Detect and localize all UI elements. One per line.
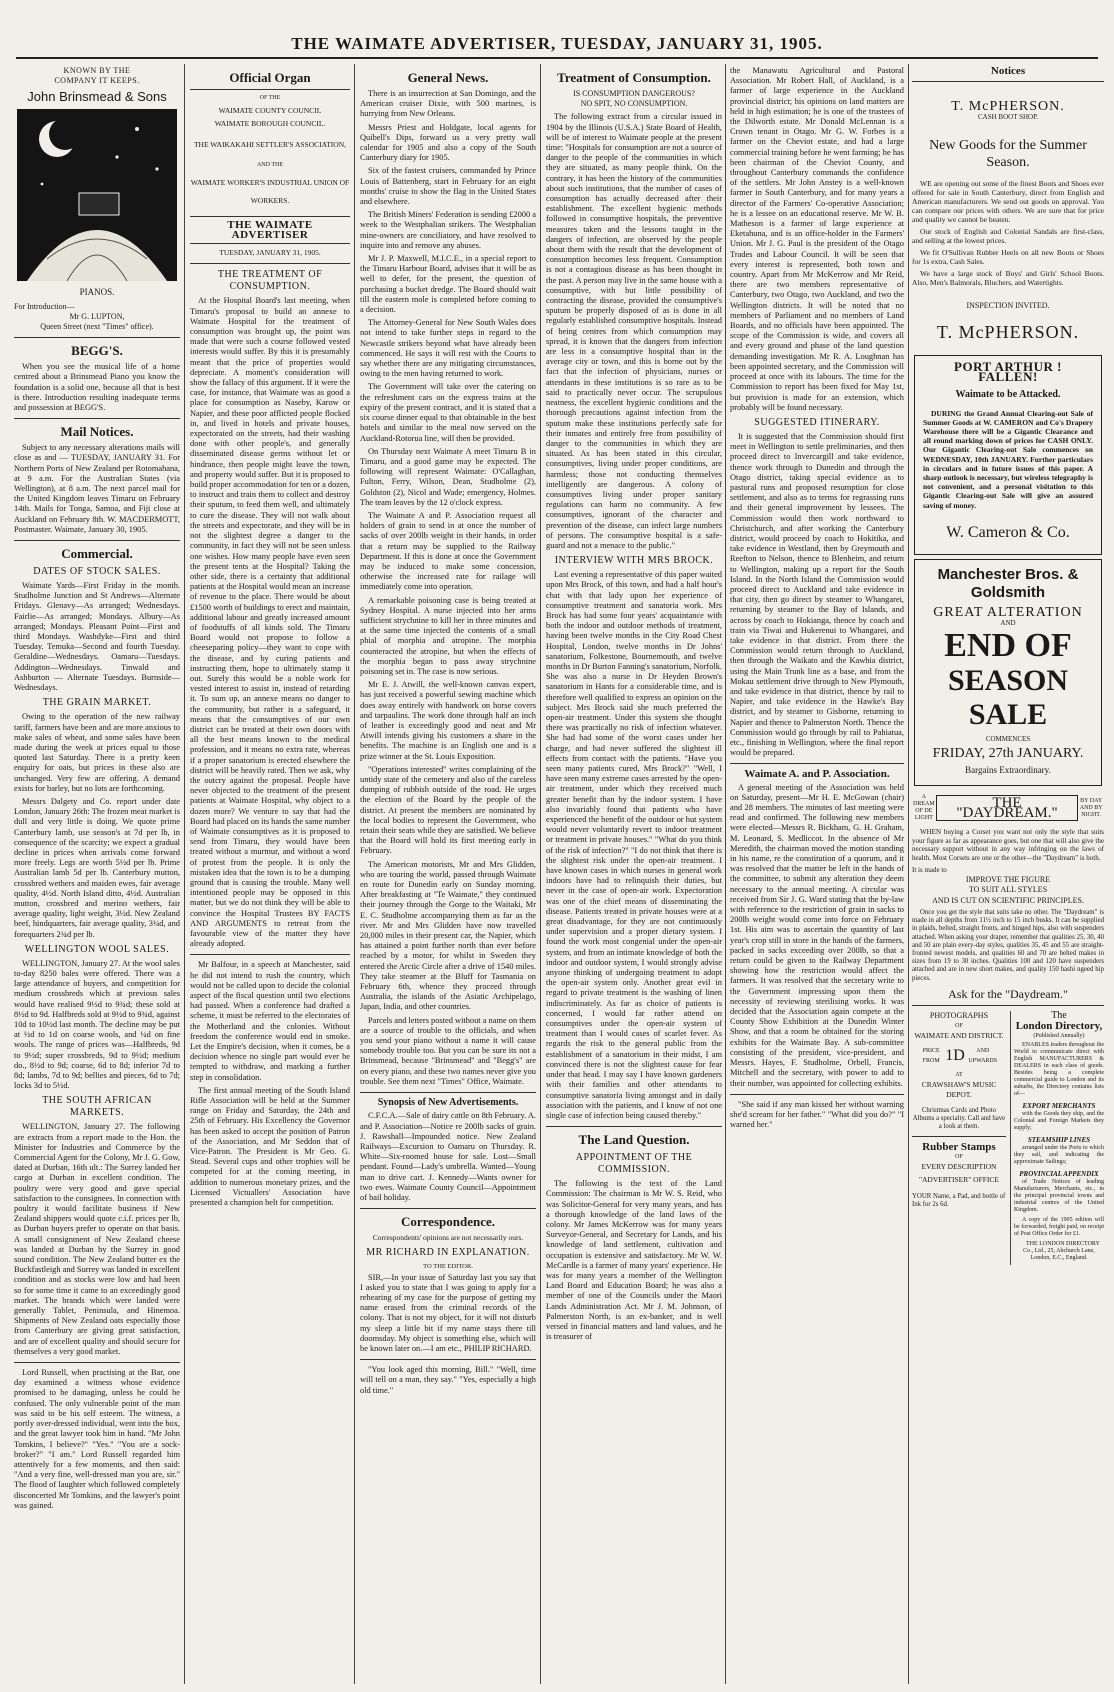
commercial-heading: Commercial.: [61, 546, 133, 562]
dalgety-text: Messrs Dalgety and Co. report under date London, January 26th: The frozen meat market is dull and very little is doing. We quote prime Canterbury lamb, use season's at 7d per lb, in consequence of the scarcity; we expect a gradual decline in prices when arrivals come forward more freely. Legs are worth 5½d per lb. Prime Australian lamb 5d per lb. Canterbury mutton, crossbred wethers and maiden ewes, fair average quality, 4½d. North Island ditto, 4½d. Australian mutton, crossbred and merino wethers, fair average quality, light weight, 3½d. New Zealand beef, hindquarters, fair average quality, 3¼d, and forequarters 2¾d per lb.: [14, 796, 180, 939]
quip-text: "She said if any man kissed her without warning she'd scream for her father." "What did you do?" "I warned her.": [730, 1099, 904, 1130]
treatment-text: At the Hospital Board's last meeting, when Timaru's proposal to build an annexe to Waimate Hospital for the treatment of consumption was brought up, the point was made that were such a course followed vested interests would suffer. By this it is presumably meant that the price of properties would depreciate. A moment's consideration will show the fallacy of this argument. If it were the case, for instance, that Waimate was as good a place for consumption as Naseby, Karow or Napier, and these poor afflicted people flocked in, and lived in hotels and private houses, expectorated on the streets, had their washing done with other people's, and generally disseminated disease germs without let or hindrance, then people might leave the town, and property would suffer. But it is proposed to build proper accommodation for ten or a dozen, to instruct and train them to collect and destroy their sputum, to feed them well, and ultimately to cure the disease. They will not walk about the streets and expectorate, and they will be in not the slightest degree a danger to the community, in fact they will not be seen unless one wishes. How many people have even seen the present tents at the Hospital? Taking the other side, there is a certainty that additional patients at the Hospital would mean an increase of revenue to the place. There would be about £1500 worth of buildings to erect and maintain, additional labour and greatly increased amount of foodstuffs of all kinds sold. The Timaru Board would not propose to follow a cheeseparing policy—they want to cope with the disease, and by curing patients and instructing them, hope to ultimately stamp it out. Surely this would be a noble work for vested interest to assist in, instead of retarding it. To sum up, an annexe means no danger to the community, but rather is a safeguard, it means that the consumptives of our own district can be treated at their own doors with all the best means known to the medical profession, and it means no extra rate, whereas if a proper sanatorium is erected elsewhere the district will be heavily rated. Then we ask, why the outcry against the proposal. People have never objected to the treatment of the present patients at Waimate Hospital, why object to a dozen more? We venture to say that had the Board had placed on its hands the same number of Waimate consumptives as it is proposed to send from Timaru, they would have been treated without a murmur, and without a word of protest from the people. It is only the mistaken idea that the town is to be a dumping ground that is causing the trouble. Many well intentioned people may be opposed in this matter, but we do not think they will be able to convince the Hospital Trustees BY FACTS AND ARGUMENTS to retreat from the favourable view of the matter they have already adopted.: [190, 296, 350, 949]
your-name: YOUR Name, a Pad, and bottle of Ink for 2s 6d.: [912, 1193, 1006, 1209]
inspection-line: INSPECTION INVITED.: [966, 300, 1050, 310]
photos-sub: WAIMATE AND DISTRICT.: [914, 1031, 1004, 1041]
news-paragraph: On Thursday next Waimate A meet Timaru B in Timaru, and a good game may be expected. The following will represent Waimate: O'Callaghan, Fulton, Ferry, Wilson, Dean, Studholme (2), Goldston (2), Nicol and Wade; emergency, Holmes. The team leaves by the 12 o'clock express.: [360, 446, 536, 507]
itinerary-text: It is suggested that the Commission should first meet in Wellington to settle preliminaries, and then proceed direct to Invercargill and take evidence, thence work through to Dunedin and through the Otago district, taking special evidence as to pastoral runs and proposed resumption for close settlement, and also as to terms for regrassing runs and their general improvement by lessees. The Commission would then work northward to Christchurch, and after working the Canterbury district, would proceed by coach to Hokitika, and take evidence in Westland, then by Greymouth and Reefton to Nelson, thence to Blenheim, and return to Wellington, making up a report for the South Island. In the North Island the Commission would proceed direct to Auckland and take evidence in that city, then go direct by steamer to Whangarei, returning by steamer to the Bay of Islands, and across by coach to Hokianga, thence by coach and train via Tiwai and Hukerenui to Whangarei, and take evidence in that district. From there the Commission would return through to Auckland, then through the Waikato and the Kawhia district, using the Main Trunk line as a base, and from the Mokau settlement drive through to New Plymouth, and take evidence in that district, thence by rail to Napier, and take evidence in the Hawke's Bay district, and by steamer to Gisborne, returning to Napier and thence to Palmerston North. Thence the Commission would go through by rail to Pahiatua, etc., finishing in Wellington, where the final report would be prepared.: [730, 431, 904, 758]
ask-daydream: Ask for the "Daydream.": [948, 986, 1068, 1001]
and-upwards: AND UPWARDS: [968, 1047, 998, 1064]
notices-heading: Notices: [990, 66, 1026, 77]
consumption-subhead: NO SPIT, NO CONSUMPTION.: [580, 99, 688, 109]
season-sale: SEASON SALE: [947, 664, 1069, 732]
column-1: [14, 66, 180, 1681]
london-address: THE LONDON DIRECTORY Co., Ltd., 25, Abchurch Lane, London, E.C., England.: [1023, 1241, 1100, 1262]
synopsis-heading: Synopsis of New Advertisements.: [377, 1097, 519, 1109]
organ-entry: WAIMATE COUNTY COUNCIL: [218, 106, 322, 116]
column-rule: [354, 64, 355, 1684]
improve-figure: IMPROVE THE FIGURE: [965, 875, 1051, 885]
xmas-text: Christmas Cards and Photo Albums a specialty. Call and have a look at them.: [912, 1106, 1006, 1130]
commences-label: COMMENCES: [985, 735, 1031, 744]
ap-text: A general meeting of the Association was held on Saturday, present—Mr H. E. McGowan (chair) and 28 members. The minutes of last meeting were read and confirmed. The following new members were elected—Messrs R. Bickham, G. H. Graham, M. Leonard, S. Medliccot. In the absence of Mr Meredith, the chairman moved the motion standing in his name, re the constitution of a quorum, and it was resolved that the matter be left in the hands of the committee, to submit any alteration they deem necessary to the annual meeting. A circular was received from Sir J. G. Ward stating that the by-law with reference to the restriction of grain in sacks to 200lb weight would come into force on February 1st. His aim was to ascertain the quantity of last year's crop still in store in the hands of the farmers, packed in sacks exceeding over 200lb, so that a return could be given to the Railway Department showing how the restriction would affect the farmers. It was resolved that the secretary write to the Government impressing upon them the necessity of reviewing sterilising works. It was decided that the Association again compete at the County Show Exhibition at the Dunedin Winter Show, and that a room be obtained for the storing exhibits for the Waimate Bay. A sub-committee consisting of the president, vice-president, and Messrs. Hayes, F. Studholme, Orbell, Francis, Mitchell and the secretary, with power to add to their number, was appointed for collecting exhibits.: [730, 782, 904, 1088]
news-paragraph: "Operations interested" writes complaining of the untidy state of the cemetery and also of the careless dumping of rubbish outside of the road. He urges the election of the Board by the people of the district. At present the members are nominated by the local bodies to represent the Government, who retain their seats while they are satisfied. We believe that the Board will hold its first meeting early in February.: [360, 764, 536, 856]
masthead-title: THE WAIMATE ADVERTISER, TUESDAY, JANUARY 31, 1905.: [291, 34, 823, 53]
intro-label: For Introduction—: [14, 301, 75, 311]
news-paragraph: Six of the fastest cruisers, commanded by Prince Louis of Battenberg, start in February for an eight months' cruise to show the flag in the United States and elsewhere.: [360, 166, 536, 207]
photo-ad: [912, 1011, 1006, 1265]
richard-text: SIR,—In your issue of Saturday last you say that I asked you to state that I was going to apply for a rehearing of my case for the purpose of getting my name erased from the criminal records of the colony. That is not my object, for it will not disturb my sleep a little bit if my name stays there till doomsday. My object is something else, which will be known later on.—I am etc., PHILIP RICHARD.: [360, 1272, 536, 1353]
made-to: It is made to: [912, 866, 947, 875]
land-text: The following is the text of the Land Commission: The chairman is Mr W. S. Reid, who was Solicitor-General for very many years, and has a thorough knowledge of the land laws of the colony. Mr James McKerrow was for many years Surveyor-General, and Secretary for Lands, and his knowledge of land settlement, cultivation and occupation is extensive and satisfactory. Mr W. W. McCardle is a farmer of many years' experience. He was for many years a member of the Wellington Land Board and Education Board; he was also a member of one of the Councils under the Maori Lands Administration Act. Mr J. M. Johnson, of Palmerston North, is an ex-banker, and is well versed in financial matters and land values, and he is treasurer of: [546, 1179, 722, 1342]
kicker: COMPANY IT KEEPS.: [54, 76, 140, 86]
new-goods-heading: New Goods for the Summer Season.: [929, 137, 1087, 170]
news-paragraph: Mr J. P. Maxwell, M.I.C.E., in a special report to the Timaru Harbour Board, advises that it will be as well to defer, for the present, the question of purchasing a bucket dredge. The Board should wait till the eastern mole is completed before coming to a decision.: [360, 254, 536, 315]
corset-text: WHEN buying a Corset you want not only the style that suits your figure as far as appearance goes, but one that will also give the necessary support without in any way infringing on the laws of health. Most Corsets are one or the other—the "Daydream" is both.: [912, 828, 1104, 862]
column-rule: [540, 64, 541, 1684]
provincial-text: of Trade Notices of leading Manufacturers, Merchants, etc., in the principal provincial towns and industrial centres of the United Kingdom.: [1013, 1179, 1104, 1214]
friday-date: FRIDAY, 27th JANUARY.: [932, 745, 1084, 761]
news-paragraph: The Waimate A and P. Association request all holders of grain to send in at once the number of sacks of over 200lb weight in their hands, in order that a return may be supplied to the Railway Department. If this is done at once the Government may be induced to make some concession, otherwise the increased rate for railage will immediately come into operation.: [360, 510, 536, 592]
and-label: AND: [1000, 619, 1016, 628]
news-paragraph: The British Miners' Federation is sending £2000 a week to the Westphalian strikers. The Westphalian mine-owners are conciliatory, and have resolved to inquire into and remove any abuses.: [360, 210, 536, 250]
news-paragraph: The Government will take over the catering on the refreshment cars on the express trains at the expiry of the present contract, and it is stated that a six course dinner equal to that obtainable in the best hotels and similar to the meal now served on the Auckland-Rotorua line, will then be provided.: [360, 382, 536, 443]
masthead: [0, 0, 1114, 60]
photos-heading: PHOTOGRAPHS: [929, 1010, 989, 1020]
issue-date: TUESDAY, JANUARY 31, 1905.: [219, 248, 321, 258]
consumption-question: IS CONSUMPTION DANGEROUS?: [573, 89, 695, 98]
pianos-label: PIANOS.: [79, 287, 115, 298]
synopsis-text: C.F.C.A.—Sale of dairy cattle on 8th February. A. and P. Association—Notice re 200lb sacks of grain. J. Rawshall—Impounded notice. New Zealand Railways—Excursion to Oamaru on Thursday. R. White—Six-roomed house for sale. Lost—Small pendant. Found—Lady's umbrella. Wanted—Young man to drive cart. J. Kennedy—Wants owner for two ewes. Waimate County Council—Appointment of bail holiday.: [360, 1111, 536, 1202]
every-description: EVERY DESCRIPTION: [921, 1161, 997, 1171]
organ-entry: WAIMATE WORKER'S INDUSTRIAL UNION OF WORKERS.: [190, 177, 350, 205]
daydream-banner: [912, 794, 1104, 822]
bottom-ads: [912, 1011, 1104, 1265]
brand-name: John Brinsmead & Sons: [27, 89, 167, 105]
provincial-heading: PROVINCIAL APPENDIX: [1019, 1169, 1099, 1178]
at-label: AT: [955, 1071, 963, 1078]
organ-heading: Official Organ: [190, 70, 350, 90]
grain-heading: THE GRAIN MARKET.: [42, 697, 152, 709]
price-value: 1D: [945, 1046, 965, 1064]
beggs-heading: BEGG'S.: [71, 343, 123, 359]
mcpherson-text: WE are opening out some of the finest Boots and Shoes ever offered for sale in South Canterbury, direct from English and American manufacturers. We send out goods on approval. You can compare our prices with others. We are sure that for price and quality we cannot be beaten.: [912, 178, 1104, 224]
mcpherson-name-2: T. McPHERSON.: [936, 321, 1080, 342]
general-news-heading: General News.: [407, 70, 489, 85]
news-paragraph: The American motorists, Mr and Mrs Glidden, who are touring the world, passed through Waimate en route for Dunedin early on Sunday morning. After breakfasting at "Te Waimate," they continued their journey through the Gorge to the Waitaki, Mr E. C. Studholme accompanying them as far as the river. Mr and Mrs Glidden have now travelled 20,000 miles in their present car, the Napier, which has attained a point further north than ever before reached by a motor, for whilst in Sweden they entered the Arctic Circle after a drive of 1540 miles. They take steamer at the Bluff for Tasmania on February 6th, whence they proceed through Australia, the islands of the Asiatic Archipelago, Japan, India, and other countries.: [360, 859, 536, 1012]
beggs-text: When you see the musical life of a home centred about a Brinsmead Piano you know the foundation is a solid one, because all that is best is there. Introduction resulting inadequate terms and possession at BEGG'S.: [14, 362, 180, 413]
export-heading: EXPORT MERCHANTS: [1022, 1101, 1096, 1110]
kicker: KNOWN BY THE: [63, 66, 131, 75]
land-text-continued: the Manawatu Agricultural and Pastoral Association. Mr Robert Hall, of Auckland, is a farmer of large experience in the Auckland provincial district; his opinions on land matters are held in high estimation; he is one of the trustees of the Dilworth estate. Mr Donald McLennan is a Crown tenant in Otago. Mr G. W. Forbes is a farmer on the Cheviot estate, and had a large commercial training before he went farming; he has been chairman of the Cheviot County, and throughout Canterbury commands the confidence of the settlers. Mr John Anstey is a well-known farmer in South Canterbury, and for many years a director of the Farmers' Co-operative Association; he is a lessee on an educational reserve. Mr W. B. Matheson is a farmer of large experience at Eketahuna, and is an office-holder in the Farmers' Union. Mr J. G. Paul is the president of the Otago Trades and Labour Council. It will be seen that every interest is represented, both town and country. Apart from Mr McKerrow and Mr Reid, there are two members representative of Canterbury, two Otago, two Auckland, and two the Wellington districts. It will be noted that no members of Parliament and no members of Land Boards, and no officials have been appointed. The scope of the Commission is wide, and covers all and every ground and phase of the land question demanding investigation. Mr R. A. Loughnan has been appointed secretary, and the Commission will proceed at once with its labours. The time for the Commission to report has been fixed for May 1st, but provision is made for an extension, which probably will be found necessary.: [730, 66, 904, 412]
advertiser-office: "ADVERTISER" OFFICE: [918, 1175, 999, 1185]
piano-illustration: [17, 109, 177, 281]
correspondence-note: Correspondents' opinions are not necessarily ours.: [372, 1233, 524, 1243]
to-editor: TO THE EDITOR.: [423, 1263, 473, 1271]
mcpherson-name: T. McPHERSON.: [951, 99, 1065, 115]
mail-text: Subject to any necessary alterations mails will close as and — TUESDAY, JANUARY 31. For Northern Ports of New Zealand per Rotomahana, at 9 a.m. For the Australian States (via Wellington), at 8 a.m. The next parcel mail for the United Kingdom leaves Timaru on February 14th. Mails for Tonga, Samoa, and Fiji close at Auckland on February 8th. W. MACDERMOTT, Postmaster. Waimate, January 30, 1905.: [14, 443, 180, 534]
news-paragraph: Mr E. J. Atwill, the well-known canvas expert, has just received a powerful sewing machine which does away entirely with handwork on horse covers and tarpaulins. The work done through half an inch of leather is exceedingly good and neat and Mr Atwill intends giving his customers a share in the benefits. The machine is an English one and is a prize winner at the St. Louis Exposition.: [360, 680, 536, 761]
interview-heading: INTERVIEW WITH MRS BROCK.: [554, 555, 714, 567]
london-directory: London Directory,: [1015, 1020, 1103, 1033]
news-paragraph: Messrs Priest and Holdgate, local agents for Quibell's Dips, forward us a very pretty wall calendar for 1905 and also a copy of the South Canterbury diary for 1905.: [360, 122, 536, 163]
column-4: [546, 66, 722, 1681]
ap-heading: Waimate A. and P. Association.: [744, 768, 890, 781]
steamship-text: arranged under the Ports to which they sail, and indicating the approximate Sailings;: [1013, 1144, 1104, 1165]
itinerary-heading: SUGGESTED ITINERARY.: [754, 416, 880, 428]
news-paragraph: Parcels and letters posted without a name on them are a source of trouble to the officials, and when you send your piano without a name it will cause somebody trouble too. But you can be sure its not a Brinsmead, because "Brinsmead" and "Begg's" are on every piano, and these two names never give you trouble. See them next "Times" Office, Waimate.: [360, 1015, 536, 1086]
quip-text: "You look aged this morning, Bill." "Well, time will tell on a man, they say." "Yes, especially a high old time.": [360, 1365, 536, 1395]
organ-entry: THE WAIKAKAHI SETTLER'S ASSOCIATION,: [193, 139, 347, 149]
daydream-title: THE "DAYDREAM.": [936, 795, 1079, 821]
column-6: [912, 66, 1104, 1681]
moon-globe-image: [17, 109, 177, 281]
cameron-name: W. Cameron & Co.: [946, 523, 1070, 541]
photos-of: OF: [955, 1023, 963, 1030]
mail-heading: Mail Notices.: [60, 424, 134, 440]
published-annually: (Published Annually): [1033, 1033, 1085, 1040]
bargains-line: Bargains Extraordinary.: [965, 764, 1051, 775]
column-rule: [184, 64, 185, 1684]
column-2: [190, 66, 350, 1681]
correspondence-heading: Correspondence.: [400, 1214, 495, 1230]
end-of: END OF: [944, 627, 1072, 665]
richard-heading: MR RICHARD IN EXPLANATION.: [366, 1247, 530, 1259]
manchester-name: Manchester Bros. & Goldsmith: [937, 566, 1079, 602]
great-alteration: GREAT ALTERATION: [933, 605, 1083, 621]
column-3: [360, 66, 536, 1681]
price-from: PRICE FROM: [922, 1047, 940, 1064]
stock-text: Waimate Yards—First Friday in the month. Studholme Junction and St Andrews—Alternate Fridays. Glenavy—As arranged; Wednesdays. Fairlie—As arranged; Mondays. Albury—As arranged; Mondays. Pleasant Point—First and third Mondays. Washdyke—First and third Tuesday. Temuka—Second and fourth Tuesday. Geraldine—Wednesdays. Oamaru—Tuesdays. Addington—Wednesdays. Tinwald and Ashburton — Alternate Tuesdays. Burnside—Wednesdays.: [14, 581, 180, 693]
column-rule: [908, 64, 909, 1684]
price-row: [912, 1046, 1006, 1066]
agent-name: Mr G. LUPTON,: [69, 311, 125, 321]
steamship-heading: STEAMSHIP LINES: [1027, 1135, 1091, 1144]
export-text: with the Goods they ship, and the Colonial and Foreign Markets they supply;: [1013, 1110, 1104, 1131]
interview-text: Last evening a representative of this paper waited upon Mrs Brock, of this town, and had a half hour's chat with that lady upon her experience of consumptive treatment and sanatoria work. Mrs Brock has had some four years' acquaintance with both the indoor and outdoor methods of treatment, having been twelve months in the City Road Chest Hospital, London, twelve months in Dr Johns' sanatorium, Folkestone, Bournemouth, and twelve months in Dr Burton Fanning's sanatorium, Norfolk. She was also a nurse in Dr Heyden Brown's sanatorium in Hants for a considerable time, and is therefore well qualified to express an opinion on the subject. Mrs Brock said she much preferred the open-air treatment. Under this system she thought there was practically no risk of infection whatever. She had had some of the worst cases under her charge, and had never suffered the slightest ill effects from contact with the patients. "Have you seen many patients cured, Mrs Brock?" "Well, I have seen many extreme cases arrested by the open-air treatment, under which they received much greater benefit than by the indoor system. I have also invariably found that patients who have experienced the benefit of the outdoor or hut system would never voluntarily revert to indoor treatment or treatment in private houses." "What do you think of the risk of infection?" "I do not think that there is the slightest risk under the open-air treatment. I have known cases in which nurses in general work indoors have had to relinquish their duties, but never in the case of open-air work. Expectoration was one of the chief means of disseminating the disease. Patients treated in private houses were at a great disadvantage, for they are not continuously under supervision and a proper dietary system. I found the work most congenial under the open-air system, and from an intimate knowledge of both the indoor and outdoor system, I would strongly advise anyone thinking of undergoing treatment to adopt the open-air system only. Another great evil in regard to private treatment is the washing of linen indiscriminately. As far as choice of patients is concerned, I would far rather attend on consumptives under the open-air system of treatment than I would cases of scarlet fever. As regards the risk to the general public from the establishment of a sanatorium in their midst, I am convinced there is not the slightest cause for fear under that head. I may say I have known gardeners with their families and other attendants to consumptive sanatoria living amongst and in daily association with the patients, and I know of not one single case of infection being caused thereby.": [546, 570, 722, 1120]
land-subheading: APPOINTMENT OF THE COMMISSION.: [575, 1152, 693, 1176]
cut-principles: AND IS CUT ON SCIENTIFIC PRINCIPLES.: [932, 895, 1084, 905]
organ-entry: WAIMATE BOROUGH COUNCIL.: [214, 119, 326, 129]
the-label: The: [1051, 1009, 1067, 1021]
organ-and: AND THE: [256, 161, 284, 168]
dream-left: A DREAM OF DE LIGHT: [913, 794, 935, 822]
london-copy: A copy of the 1905 edition will be forwarded, freight paid, on receipt of Post Office Order for £1.: [1013, 1217, 1104, 1238]
consumption-heading: Treatment of Consumption.: [557, 70, 711, 85]
rifle-text: The first annual meeting of the South Island Rifle Association will be held at the Summer range on Friday and Saturday, the 24th and 25th of February. His Excellency the Governor has been asked to accept the position of Patron of the Association, and Mr Seddon that of Vice-Patron. The President is Mr Geo. G. Stead. Several cups and other trophies will be competed for at the coming meeting, in addition to numerous monetary prizes, and the Licensed Victuallers' Association have presented a champion belt for competition.: [190, 1085, 350, 1208]
manchester-ad: [914, 559, 1102, 786]
african-heading: THE SOUTH AFRICAN MARKETS.: [42, 1095, 152, 1119]
news-paragraph: A remarkable poisoning case is being treated at Sydney Hospital. A nurse injected into her arms sufficient strychnine to kill her in three minutes and at the same time injected the contents of a small phial of morphia and atropine. The morphia counteracted the atropine, but when the effects of the morphia began to pass away strychnine poisoning set in. The case is now serious.: [360, 595, 536, 676]
mcpherson-text: Our stock of English and Colonial Sandals are first-class, and selling at the lowest prices.: [912, 226, 1104, 245]
london-directory-ad: [1010, 1011, 1104, 1265]
crawshaw: CRAWSHAW'S MUSIC DEPOT.: [921, 1080, 997, 1100]
port-arthur-heading: PORT ARTHUR ! FALLEN!: [954, 359, 1062, 385]
balfour-text: Mr Balfour, in a speech at Manchester, said he did not intend to rush the country, which would not be called upon to decide the colonial aspect of the fiscal question until two elections had passed. When a conference had drafted a scheme, it must be referred to the electorates of the Motherland and the colonies. Without freedom the conference would end in smoke. Let the Empire's decision, when it comes, be a decision whence no single part would ever be tempted to withdraw, and marking a further step in consolidation.: [190, 960, 350, 1082]
news-paragraph: The Attorney-General for New South Wales does not intend to take further steps in regard to the Newcastle strikers beyond what have already been commenced. He says it will rest with the Courts to say whether there are any mitigating circumstances, owing to the men having returned to work.: [360, 318, 536, 379]
stock-heading: DATES OF STOCK SALES.: [33, 566, 161, 578]
dream-right: BY DAY AND BY NIGHT.: [1079, 797, 1103, 818]
news-paragraph: There is an insurrection at San Domingo, and the American cruiser Dixie, with 500 marines, is hurrying from New Orleans.: [360, 89, 536, 119]
paper-name: THE WAIMATE ADVERTISER: [190, 216, 350, 244]
wool-heading: WELLINGTON WOOL SALES.: [24, 943, 170, 955]
land-heading: The Land Question.: [578, 1132, 690, 1148]
port-arthur-text: DURING the Grand Annual Clearing-out Sale of Summer Goods at W. CAMERON and Co's Drapery Warehouse there will be a Gigantic Clearance and all round marking down of prices for CASH ONLY. Our Gigantic Clearing-out Sale commences on WEDNESDAY, 10th JANUARY. Further particulars in circulars and in future issues of this paper. A sharp outlook is necessary, but wireless telegraphy is not convenient, and a personal visitation to this Gigantic Clearing-out Sale will give an assured saving of money.: [923, 408, 1093, 510]
corset-text-2: Once you get the style that suits take no other. The "Daydream" is made in all depths from 11½ inch to 15 inch busks. It can be supplied in plaids, belted, straight fronts, and hinged hips, also with suspenders attached. When asking your draper, remember that qualities 25, 30, 40 and 50 are plain every-day styles, qualities 35, 45 and 55 are straight-fronted newest models, and qualities 60 and 70 are belted makes in sizes from 19 to 30 inches. Qualities 100 and 120 have suspenders attached and are in new short makes, and quality 150 hashi ngeed hip pieces.: [912, 908, 1104, 982]
london-text: ENABLES traders throughout the World to communicate direct with English MANUFACTURERS & DEALERS in each class of goods. Besides being a complete commercial guide to London and its suburbs, the Directory contains lists of—: [1013, 1041, 1104, 1097]
african-text: WELLINGTON, January 27. The following are extracts from a report made to the Hon. the Minister for Industries and Commerce by the Commercial Agent for the Colony, Mr J. G. Gow, dated at Durban, 16th ult.: The Surrey landed her cargo at Durban in excellent condition. The poultry were very good and gave special satisfaction to the consignees. In connection with poultry it would facilitate business if New Zealand shippers would quote c.i.f. prices per lb, as Durban buyers prefer to operate on that basis. A small consignment of New Zealand cheese was landed at Durban by the Surrey in good sound condition. The New Zealand butter ex the Buckfastleigh and Surrey was landed in excellent condition and as stocks were low and had been so for some time it came to an exceedingly good market. The brands which were landed were generally Tablet, Peninsula, and Hinemoa. Shipments of New Zealand oats especially those from Canterbury are giving great satisfaction, and are of excellent quality and should secure for themselves a very good market.: [14, 1122, 180, 1356]
consumption-text: The following extract from a circular issued in 1904 by the Illinois (U.S.A.) State Board of Health, will be of interest to Waimate people at the present time: "Hospitals for consumption are not a source of danger to the people of the communities in which they are situated, as many people think. On the contrary, it has been the history of the communities about such institutions, that the number of cases of consumption has actually decreased after their establishment. The excellent hygienic methods followed in consumptive hospitals, the preventive measures taken and the lessons taught in the dangers of infection, are observed by the people about them with the result that the development of consumption becomes less frequent. Consumption is not a contagious disease as has been thought in the past. A person may live in the same house with a consumptive, with but little possibility of contracting the disease, provided the consumptive's sputum be properly disposed of as is done in all regularly established consumptive hospitals. Instead of being centres from which consumption may spread, it is known that the dangers from infection are less in a consumptive hospital than in the average city or town, and this is borne out by the fact that the infection of physicians, nurses or attendants in these institutions is so rare as to be said to practically never occur. The scrupulous neatness, the excellent hygienic conditions and the thorough precautions against infection from the sputum make these institutions perfectly safe for their inmates and entirely free from possibility of danger to the communities in which they are situated. As has been stated in this circular, consumptives, living under proper conditions, are harmless; those not conducting themselves intelligently are dangerous. A colony of consumptives living under proper sanitary regulations can harm no community. A few consumptives, ignorant of the character and prevention of the disease, can infect large numbers of persons. The consumptive hospital is a safe-guard and not a menace to the public.": [546, 112, 722, 550]
column-rule: [725, 64, 726, 1684]
suit-styles: TO SUIT ALL STYLES: [968, 885, 1048, 895]
mcpherson-sub: CASH BOOT SHOP.: [978, 113, 1038, 122]
masthead-rule: [16, 57, 1098, 59]
treatment-heading: THE TREATMENT OF CONSUMPTION.: [217, 269, 323, 293]
mcpherson-text: We fit O'Sullivan Rubber Heels on all new Boots or Shoes for 1s extra, Cash Sales.: [912, 247, 1104, 266]
port-arthur-sub: Waimate to be Attacked.: [955, 389, 1061, 401]
russell-text: Lord Russell, when practising at the Bar, one day examined a witness whose evidence promised to be damaging, unless he could be confused. The only vulnerable point of the man was said to be his self esteem. The witness, a portly over-dressed individual, went into the box, and the great lawyer took him in hand. "Mr John Tomkins, I believe?" "Yes." "You are a sock-broker?" "I am." Lord Russell regarded him attentively for a few moments, and then said: "And a very fine, well-dressed man you are, sir." The flood of laughter which followed completely disconcerted Mr Tomkins, and the lawyer's point was gained.: [14, 1368, 180, 1510]
wool-text: WELLINGTON, January 27. At the wool sales to-day 8250 bales were offered. There was a large attendance of buyers, and competition for medium crossbreds which at previous sales would have realised 9½d to 9¾d; these sold at 8½d to 9d. Halfbreds sold at 9½d to 9¾d, against 10d to 10½d last month. The decline may be put at ½d to 1d on coarse wools, and ¼d on fine wools. The range of prices was—Halfbreds, 9d to 9½d; super crossbreds, 9d to 9½d; medium do., 8½d to 9d; coarse, 6d to 8d; inferior 7d to 8d; lambs, 7d to 9d; bellies and pieces, 6d to 7d; locks 3d to 5½d.: [14, 958, 180, 1091]
column-5: [730, 66, 904, 1681]
organ-of: OF THE: [259, 95, 281, 101]
rubber-stamps: Rubber Stamps: [922, 1140, 996, 1153]
agent-address: Queen Street (next "Times" office).: [40, 322, 154, 332]
grain-text: Owing to the operation of the new railway tariff, farmers have been and are more anxious to make sales of wheat, and some sales have been made during the week at prices equal to those quoted last Saturday. There is a pretty keen enquiry for oats, but prices in these also are unchanged. Very few are offering. A demand exists for barley, but no lots are forthcoming.: [14, 712, 180, 793]
rubber-of: OF: [955, 1153, 963, 1160]
port-arthur-ad: [914, 355, 1102, 555]
mcpherson-text: We have a large stock of Boys' and Girls' School Boots. Also, Men's Balmorals, Bluchers, and Watertights.: [912, 268, 1104, 287]
